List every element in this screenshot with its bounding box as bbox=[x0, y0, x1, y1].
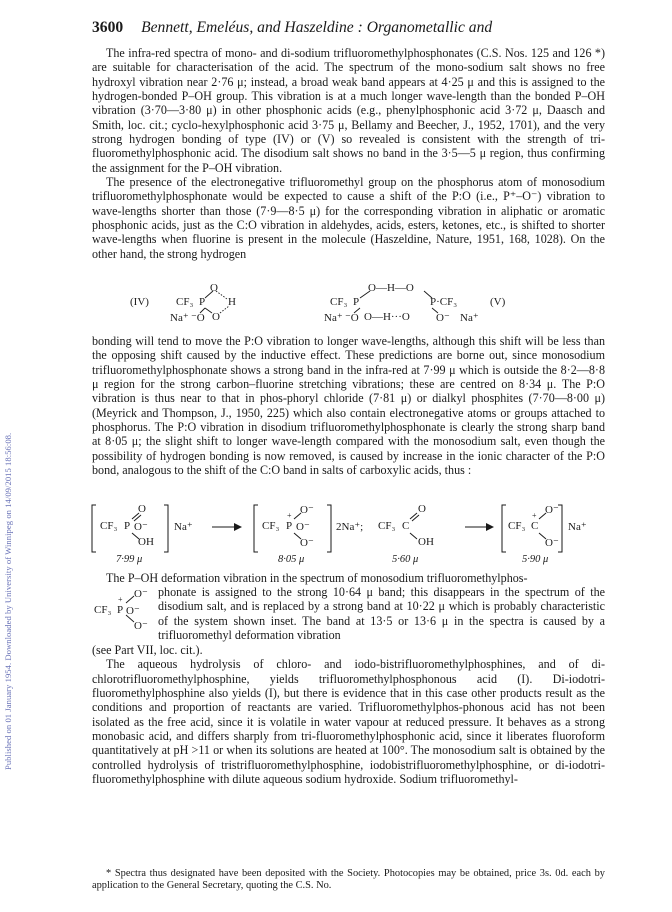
paragraph-infrared-spectra: The infra-red spectra of mono- and di-sodium trifluoromethylphosphonates (C.S. Nos. 125 and 126 *) are suitable for characterisation of the acid. The spectrum of the mono-sodium salt shows no free hydroxyl vibration near 2·76 μ; instead, a broad weak band appears at 4·25 μ and this is assigned to the hydrogen-bonded P–OH group. This vibration is at a much longer wave-length than the bonded P–OH vibration (3·70—3·80 μ) in other phosphonic acids (e.g., phenylphosphonic acid 3·72 μ, Daasch and Smith, loc. cit.; cyclo-hexylphosphonic acid 3·75 μ, Bellamy and Beecher, J., 1952, 1701), and the very strong hydrogen bonding of type (IV) or (V) so revealed is consistent with the strength of tri-fluoromethylphosphonic acid. The disodium salt shows no band in the 3·5—5 μ region, thus confirming the assignment for the P–OH vibration. bbox=[92, 46, 605, 175]
structure-bonds bbox=[92, 282, 605, 332]
page-header bbox=[92, 19, 592, 37]
paragraph-deformation-wrap: phonate is assigned to the strong 10·64 μ band; this disappears in the spectrum of the disodium salt, and is replaced by a strong band at 10·22 μ which is probably characteristic of the system shown inset. The band at 13·5 or 13·6 μ in the spectra is caused by a trifluoromethyl deformation vibration bbox=[158, 585, 605, 643]
scheme-2-plus: + bbox=[287, 511, 292, 520]
footnote-text: * Spectra thus designated have been deposited with the Society. Photocopies may be obtained, price 3s. 0d. each by application to the General Secretary, quoting the C.S. No. bbox=[92, 868, 605, 892]
footnote bbox=[92, 868, 605, 893]
structure-v-oho-bottom: O—H···O bbox=[364, 311, 410, 323]
wavelength-5-90: 5·90 μ bbox=[522, 554, 549, 565]
paragraph-3-block bbox=[92, 334, 605, 477]
paragraph-deformation-end: (see Part VII, loc. cit.). bbox=[92, 643, 203, 657]
scheme-1-o-minus: O⁻ bbox=[134, 521, 148, 533]
scheme-1-p: P bbox=[124, 520, 131, 532]
structure-v-o-minus-right: O⁻ bbox=[436, 312, 450, 324]
structure-iv-label: (IV) bbox=[130, 296, 149, 308]
structure-iv-o-bottom: O bbox=[212, 311, 220, 323]
scheme-2-o-minus-bottom: O⁻ bbox=[300, 537, 314, 549]
scheme-1-o-top: O bbox=[138, 503, 146, 515]
scheme-4-c: C bbox=[531, 520, 539, 532]
structure-v-p: P bbox=[353, 296, 360, 308]
scheme-1-cf3: CF₃ bbox=[100, 520, 118, 532]
structure-iv-cf3: CF₃ bbox=[176, 296, 194, 308]
reaction-scheme bbox=[92, 502, 605, 568]
inset-o-minus-mid: O⁻ bbox=[126, 605, 140, 617]
structure-v-na-right: Na⁺ bbox=[460, 312, 479, 324]
structure-v-ohо-top: O—H—O bbox=[368, 282, 414, 294]
download-notice: Published on 01 January 1954. Downloaded by University of Winnipeg on 14/09/2015 18:56:08. bbox=[3, 432, 13, 770]
structure-iv-na: Na⁺ bbox=[170, 312, 189, 324]
structure-iv-h: H bbox=[228, 296, 236, 308]
scheme-4-o-minus-top: O⁻ bbox=[545, 504, 559, 516]
structure-iv-o-top: O bbox=[210, 282, 218, 294]
paragraph-4-end-and-5 bbox=[92, 643, 605, 786]
page-number: 3600 bbox=[92, 19, 124, 36]
paragraph-1-block bbox=[92, 46, 605, 261]
structure-v-label: (V) bbox=[490, 296, 506, 308]
paragraph-electronegative-group: The presence of the electronegative trifluoromethyl group on the phosphorus atom of monosodium trifluoromethylphosphonate would be expected to cause a shift of the P:O (i.e., P⁺–O⁻) vibration to wave-lengths shorter than those (7·9—8·5 μ) for the corresponding vibration in aliphatic or aromatic phosphonic acids, just as the C:O vibration in aldehydes, acids, esters, ketones, etc., is shifted to shorter wave-lengths when fluorine is present in the molecule (Haszeldine, Nature, 1951, 168, 1028). On the other hand, the strong hydrogen bbox=[92, 175, 605, 261]
structure-iv-o-minus: ⁻O bbox=[191, 312, 205, 324]
inset-plus: + bbox=[118, 595, 123, 604]
scheme-2-2na: 2Na⁺; bbox=[336, 521, 364, 533]
wavelength-7-99: 7·99 μ bbox=[116, 554, 143, 565]
inset-cf3: CF₃ bbox=[94, 604, 112, 616]
scheme-4-na: Na⁺ bbox=[568, 521, 587, 533]
scheme-4-o-minus-bottom: O⁻ bbox=[545, 537, 559, 549]
paragraph-4-wrap bbox=[158, 585, 605, 642]
structure-v-o-minus-left: ⁻O bbox=[345, 312, 359, 324]
paragraph-hydrogen-bonding: bonding will tend to move the P:O vibration to longer wave-lengths, although this shift will be less than the opposing shift caused by the inductive effect. These predictions are borne out, since monosodium trifluoromethylphosphonate shows a strong band in the infra-red at 7·99 μ which is outside the 8·2—8·8 μ region for the strong carbon–fluorine stretching vibrations; these are centred on 8·34 μ. The P:O vibration is thus near to that in phos-phoryl chloride (7·81 μ) or dialkyl phosphites (7·70—8·00 μ) (Meyrick and Thompson, J., 1950, 225) which also contain electronegative atoms or groups attached to phosphorus. The P:O vibration in disodium trifluoromethylphosphonate is clearly the strong sharp band at 8·05 μ; the slight shift to longer wave-length compared with the monosodium salt, even though the possibility of hydrogen bonding is now removed, is caused by increase in the ionic character of the P:O bond, analogous to the shift of the C:O band in salts of carboxylic acids, thus : bbox=[92, 334, 605, 478]
scheme-2-o-minus-top: O⁻ bbox=[300, 504, 314, 516]
scheme-4-plus: + bbox=[532, 511, 537, 520]
structures-iv-v bbox=[92, 282, 605, 332]
scheme-2-o-minus-mid: O⁻ bbox=[296, 521, 310, 533]
paragraph-deformation-first: The P–OH deformation vibration in the spectrum of monosodium trifluoromethylphos- bbox=[106, 571, 528, 585]
scheme-3-oh: OH bbox=[418, 536, 434, 548]
inset-p: P bbox=[117, 604, 124, 616]
scheme-3-o-top: O bbox=[418, 503, 426, 515]
structure-v-pcf3: P·CF₃ bbox=[430, 296, 458, 308]
structure-iv-p: P bbox=[199, 296, 206, 308]
scheme-3-c: C bbox=[402, 520, 410, 532]
paragraph-4-first-line bbox=[92, 571, 605, 585]
scheme-1-oh: OH bbox=[138, 536, 154, 548]
scheme-3-cf3: CF₃ bbox=[378, 520, 396, 532]
inset-structure bbox=[92, 586, 154, 646]
inset-o-minus-bottom: O⁻ bbox=[134, 620, 148, 632]
scheme-4-cf3: CF₃ bbox=[508, 520, 526, 532]
scheme-1-na: Na⁺ bbox=[174, 521, 193, 533]
structure-v-cf3: CF₃ bbox=[330, 296, 348, 308]
scheme-2-cf3: CF₃ bbox=[262, 520, 280, 532]
wavelength-5-60: 5·60 μ bbox=[392, 554, 419, 565]
wavelength-8-05: 8·05 μ bbox=[278, 554, 305, 565]
inset-o-minus-top: O⁻ bbox=[134, 588, 148, 600]
scheme-2-p: P bbox=[286, 520, 293, 532]
structure-v-na-left: Na⁺ bbox=[324, 312, 343, 324]
running-title: Bennett, Emeléus, and Haszeldine : Organometallic and bbox=[141, 19, 493, 36]
paragraph-aqueous-hydrolysis: The aqueous hydrolysis of chloro- and iodo-bistrifluoromethylphosphines, and of di-chlorotrifluoromethylphosphine, yields trifluoromethylphosphonous acid (I). Di-iodotri-fluoromethylphosphine also yields (I), but there is evidence that in this case other products result as the conditions and proportion of reactants are varied. Trifluoromethylphos-phonous acid has not been isolated as the free acid, since it is volatile in water vapour at reduced pressure. It behaves as a strong monobasic acid, and differs sharply from tri-fluoromethylphosphonic acid, since it liberates fluoroform quantitatively at pH >11 or when its solutions are heated at 100°. The monosodium salt is obtained by the controlled hydrolysis of tristrifluoromethylphosphine, iodobistrifluoromethylphosphine, or di-iodotri-fluoromethylphosphine with dilute aqueous sodium hydroxide. Sodium trifluoromethyl- bbox=[92, 657, 605, 787]
